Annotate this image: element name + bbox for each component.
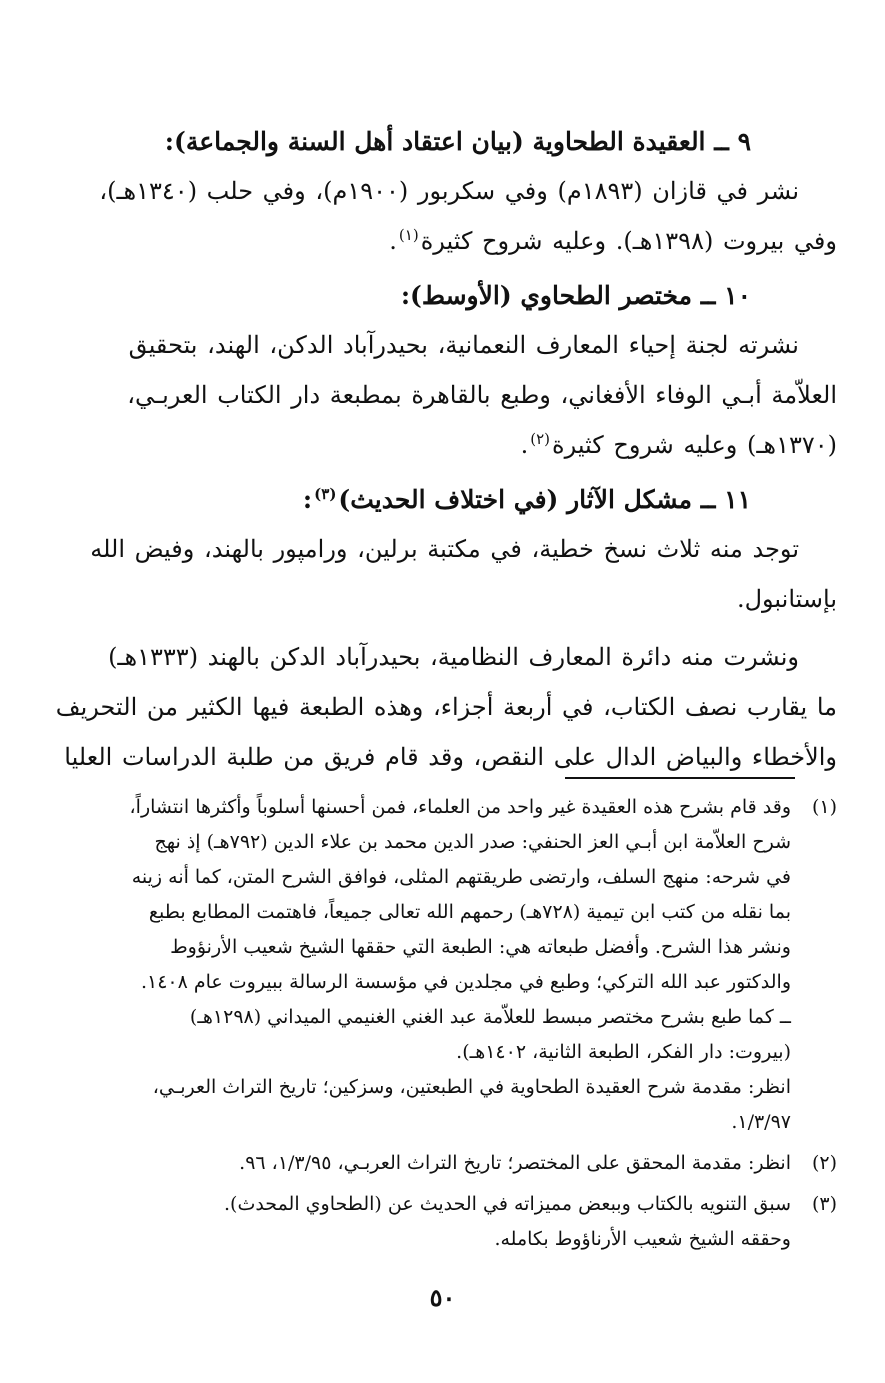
text-line: ونشرت منه دائرة المعارف النظامية، بحيدرآباد الدكن بالهند (١٣٣٣هـ) [108, 643, 799, 671]
footnote-1 [40, 790, 837, 1140]
text-line: وفي بيروت (١٣٩٨هـ). وعليه شروح كثيرة [420, 227, 837, 255]
text-line: العلاّمة أبـي الوفاء الأفغاني، وطبع بالقاهرة بمطبعة دار الكتاب العربـي، [127, 381, 837, 409]
footnote-number: (٣) [811, 1193, 837, 1215]
text-line: (١٣٧٠هـ) وعليه شروح كثيرة [552, 431, 837, 459]
heading-text: ١١ ــ مشكل الآثار (في اختلاف الحديث) [338, 485, 751, 514]
footnote-line: وقد قام بشرح هذه العقيدة غير واحد من العلماء، فمن أحسنها أسلوباً وأكثرها انتشاراً، [129, 796, 791, 818]
text-line: بإستانبول. [736, 585, 837, 613]
footnote-line: (بيروت: دار الفكر، الطبعة الثانية، ١٤٠٢هـ). [456, 1041, 791, 1063]
page-number: ٥٠ [429, 1283, 456, 1312]
main-text [40, 118, 837, 782]
footnote-line: في شرحه: منهج السلف، وارتضى طريقتهم المثلى، فوافق الشرح المتن، كما أنه زينه [131, 866, 791, 888]
punctuation: : [302, 485, 313, 514]
section-9-heading: ٩ ــ العقيدة الطحاوية (بيان اعتقاد أهل السنة والجماعة): [164, 127, 751, 156]
footnote-marker-2[interactable]: (٢) [530, 430, 550, 448]
footnote-separator [565, 777, 795, 779]
section-10-heading: ١٠ ــ مختصر الطحاوي (الأوسط): [400, 281, 751, 310]
footnote-line: وحققه الشيخ شعيب الأرناؤوط بكامله. [494, 1228, 791, 1250]
section-10-para [40, 320, 837, 370]
section-9-para [40, 166, 837, 216]
footnote-line: ونشر هذا الشرح. وأفضل طبعاته هي: الطبعة التي حققها الشيخ شعيب الأرنؤوط [170, 936, 791, 958]
section-11-para-1-end [40, 574, 837, 624]
section-11-para-2 [40, 632, 837, 682]
footnote-2 [40, 1146, 837, 1181]
footnote-body [40, 790, 791, 1140]
footnote-line: انظر: مقدمة المحقق على المختصر؛ تاريخ التراث العربـي، ١/٣/٩٥، ٩٦. [239, 1152, 791, 1174]
footnote-number: (١) [811, 796, 837, 818]
footnote-3 [40, 1187, 837, 1257]
footnote-line: والدكتور عبد الله التركي؛ وطبع في مجلدين في مؤسسة الرسالة ببيروت عام ١٤٠٨. [140, 971, 791, 993]
section-11-heading [40, 476, 837, 524]
section-11-para-2-line-3 [40, 732, 837, 782]
section-11-para-2-line-2 [40, 682, 837, 732]
footnote-marker-3[interactable]: (٣) [314, 484, 337, 503]
footnote-body [40, 1187, 791, 1257]
section-10-para-end [40, 420, 837, 470]
footnote-line: انظر: مقدمة شرح العقيدة الطحاوية في الطبعتين، وسزكين؛ تاريخ التراث العربـي، [152, 1076, 791, 1098]
text-line: ما يقارب نصف الكتاب، في أربعة أجزاء، وهذه الطبعة فيها الكثير من التحريف [55, 693, 837, 721]
text-line: نشرته لجنة إحياء المعارف النعمانية، بحيدرآباد الدكن، الهند، بتحقيق [128, 331, 799, 359]
footnote-line: سبق التنويه بالكتاب وببعض مميزاته في الحديث عن (الطحاوي المحدث). [224, 1193, 791, 1215]
footnote-body [40, 1146, 791, 1181]
section-11-para-1 [40, 524, 837, 574]
footnote-line: ــ كما طبع بشرح مختصر مبسط للعلاّمة عبد الغني الغنيمي الميداني (١٢٩٨هـ) [189, 1006, 791, 1028]
punctuation: . [520, 431, 529, 459]
footnote-line: شرح العلاّمة ابن أبـي العز الحنفي: صدر الدين محمد بن علاء الدين (٧٩٢هـ) إذ نهج [154, 831, 791, 853]
text-line: توجد منه ثلاث نسخ خطية، في مكتبة برلين، ورامپور بالهند، وفيض الله [90, 535, 799, 563]
footnote-marker-1[interactable]: (١) [398, 226, 419, 244]
footnotes [40, 790, 837, 1263]
punctuation: . [389, 227, 397, 255]
section-9-para-end [40, 216, 837, 266]
footnote-number: (٢) [811, 1152, 837, 1174]
text-line: نشر في قازان (١٨٩٣م) وفي سكربور (١٩٠٠م)، وفي حلب (١٣٤٠هـ)، [99, 177, 799, 205]
footnote-line: بما نقله من كتب ابن تيمية (٧٢٨هـ) رحمهم الله تعالى جميعاً، فاهتمت المطابع بطبع [148, 901, 791, 923]
section-10-para-2 [40, 370, 837, 420]
footnote-line: ١/٣/٩٧. [731, 1111, 791, 1133]
text-line: والأخطاء والبياض الدال على النقص، وقد قام فريق من طلبة الدراسات العليا [64, 743, 837, 771]
